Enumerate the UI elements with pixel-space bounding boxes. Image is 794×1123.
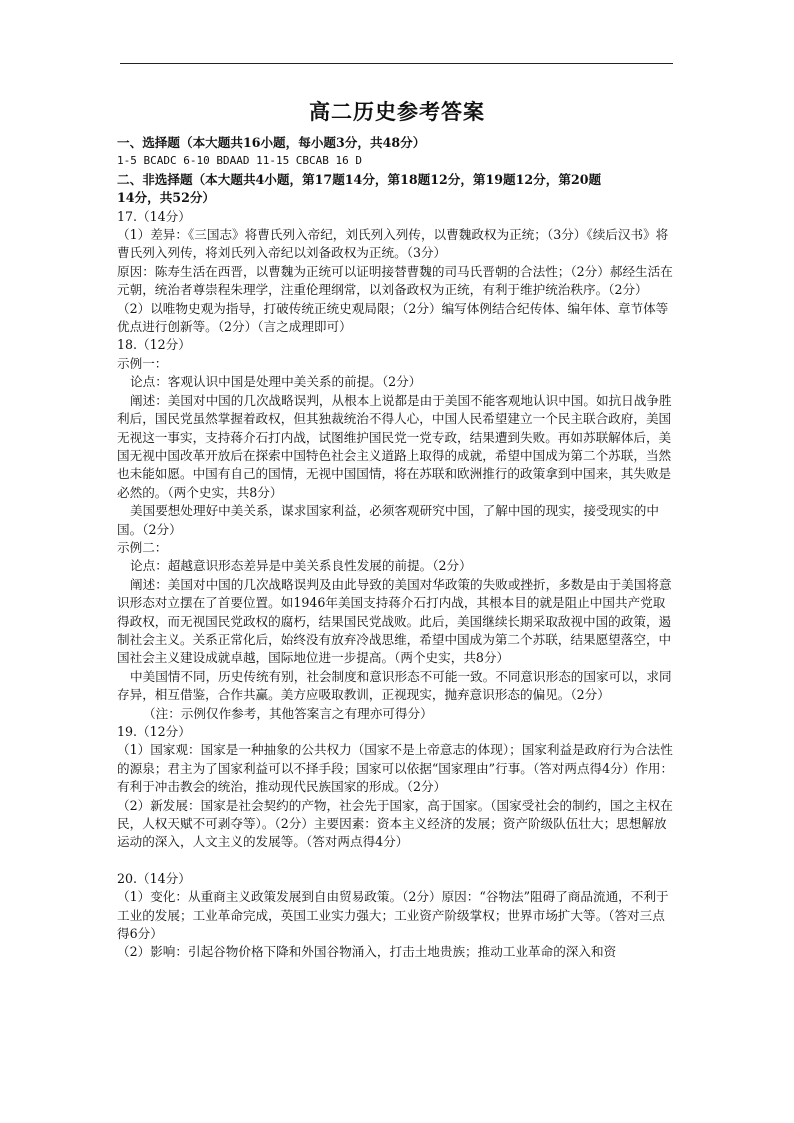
q18-example2-thesis: 论点：超越意识形态差异是中美关系良性发展的前提。（2分） bbox=[130, 558, 472, 574]
page-title: 高二历史参考答案 bbox=[309, 99, 485, 124]
multiple-choice-answers: 1-5 BCADC 6-10 BDAAD 11-15 CBCAB 16 D bbox=[117, 154, 363, 168]
section-2-heading: 二、非选择题（本大题共4小题，第17题14分，第18题12分，第19题12分，第20题 bbox=[117, 171, 602, 187]
q18-example1-label: 示例一： bbox=[117, 355, 168, 371]
q20-part1: （1）变化：从重商主义政策发展到自由贸易政策。（2分）原因：“谷物法”阻碍了商品流通，不利于工业的发展；工业革命完成，英国工业实力强大；工业资产阶级掌权；世界市场扩大等。（答对三点得6分） bbox=[117, 889, 669, 942]
q18-example2-conclusion: 中美国情不同，历史传统有别，社会制度和意识形态不可能一致。不同意识形态的国家可以，求同存异，相互借鉴，合作共赢。美方应吸取教训，正视现实，抛弃意识形态的偏见。（2分） bbox=[117, 668, 672, 703]
q17-reason: 原因：陈寿生活在西晋，以曹魏为正统可以证明接替曹魏的司马氏晋朝的合法性；（2分）郝经生活在元朝，统治者尊崇程朱理学，注重伦理纲常，以刘备政权为正统，有利于维护统治秩序。（2分） bbox=[117, 263, 673, 298]
q18-example2-argument: 阐述：美国对中国的几次战略误判及由此导致的美国对华政策的失败或挫折，多数是由于美国将意识形态对立摆在了首要位置。如1946年美国支持蒋介石打内战，其根本目的就是阻止中国共产党取得政权，而无视国民党政权的腐朽，结果国民党战败。此后，美国继续长期采取敌视中国的政策，遏制社会主义。关系正常化后，始终没有放弃冷战思维，希望中国成为第二个苏联，结果愿望落空，中国社会主义建设成就卓越，国际地位进一步提高。（两个史实，共8分） bbox=[117, 576, 672, 666]
document-body bbox=[117, 134, 677, 962]
q18-example1-conclusion: 美国要想处理好中美关系，谋求国家利益，必须客观研究中国，了解中国的现实，接受现实的中国。（2分） bbox=[117, 503, 659, 537]
q17-part2: （2）以唯物史观为指导，打破传统正统史观局限；（2分）编写体例结合纪传体、编年体、章节体等优点进行创新等。（2分）（言之成理即可） bbox=[117, 300, 669, 335]
q18-note: （注：示例仅作参考，其他答案言之有理亦可得分） bbox=[143, 705, 433, 721]
q18-example1-argument: 阐述：美国对中国的几次战略误判，从根本上说都是由于美国不能客观地认识中国。如抗日战争胜利后，国民党虽然掌握着政权，但其独裁统治不得人心，中国人民希望建立一个民主联合政府，美国无视这一事实，支持蒋介石打内战，试图维护国民党一党专政，结果遭到失败。再如苏联解体后，美国无视中国改革开放后在探索中国特色社会主义道路上取得的成就，希望中国成为第二个苏联，当然也未能如愿。中国有自己的国情，无视中国国情，将在苏联和欧洲推行的政策拿到中国来，其失败是必然的。（两个史实，共8分） bbox=[117, 392, 672, 500]
spacer bbox=[117, 852, 677, 870]
q18-example2-label: 示例二： bbox=[117, 539, 168, 555]
q20-part2: （2）影响：引起谷物价格下降和外国谷物涌入，打击土地贵族；推动工业革命的深入和资 bbox=[117, 944, 617, 960]
q18-example1-thesis: 论点：客观认识中国是处理中美关系的前提。（2分） bbox=[130, 374, 422, 390]
q17-part1: （1）差异：《三国志》将曹氏列入帝纪，刘氏列入列传，以曹魏政权为正统；（3分）《续后汉书》将曹氏列入列传，将刘氏列入帝纪以刘备政权为正统。（3分） bbox=[117, 227, 669, 261]
q19-number: 19.（12分） bbox=[117, 724, 191, 739]
section-2-heading-cont: 14分，共52分） bbox=[117, 190, 216, 206]
q19-part1: （1）国家观：国家是一种抽象的公共权力（国家不是上帝意志的体现）；国家利益是政府行为合法性的源泉；君主为了国家利益可以不择手段；国家可以依据“国家理由”行事。（答对两点得4分）作用：有利于冲击教会的统治，推动现代民族国家的形成。（2分） bbox=[117, 742, 674, 795]
q19-part2: （2）新发展：国家是社会契约的产物，社会先于国家，高于国家。（国家受社会的制约，国之主权在民，人权天赋不可剥夺等）。（2分）主要因素：资本主义经济的发展；资产阶级队伍壮大；思想解放运动的深入，人文主义的发展等。（答对两点得4分） bbox=[117, 797, 673, 850]
q18-number: 18.（12分） bbox=[117, 337, 191, 353]
q17-number: 17.（14分） bbox=[117, 208, 191, 224]
q20-number: 20.（14分） bbox=[117, 870, 191, 886]
section-1-heading: 一、选择题（本大题共16小题，每小题3分，共48分） bbox=[117, 135, 426, 150]
header-rule bbox=[120, 63, 673, 64]
